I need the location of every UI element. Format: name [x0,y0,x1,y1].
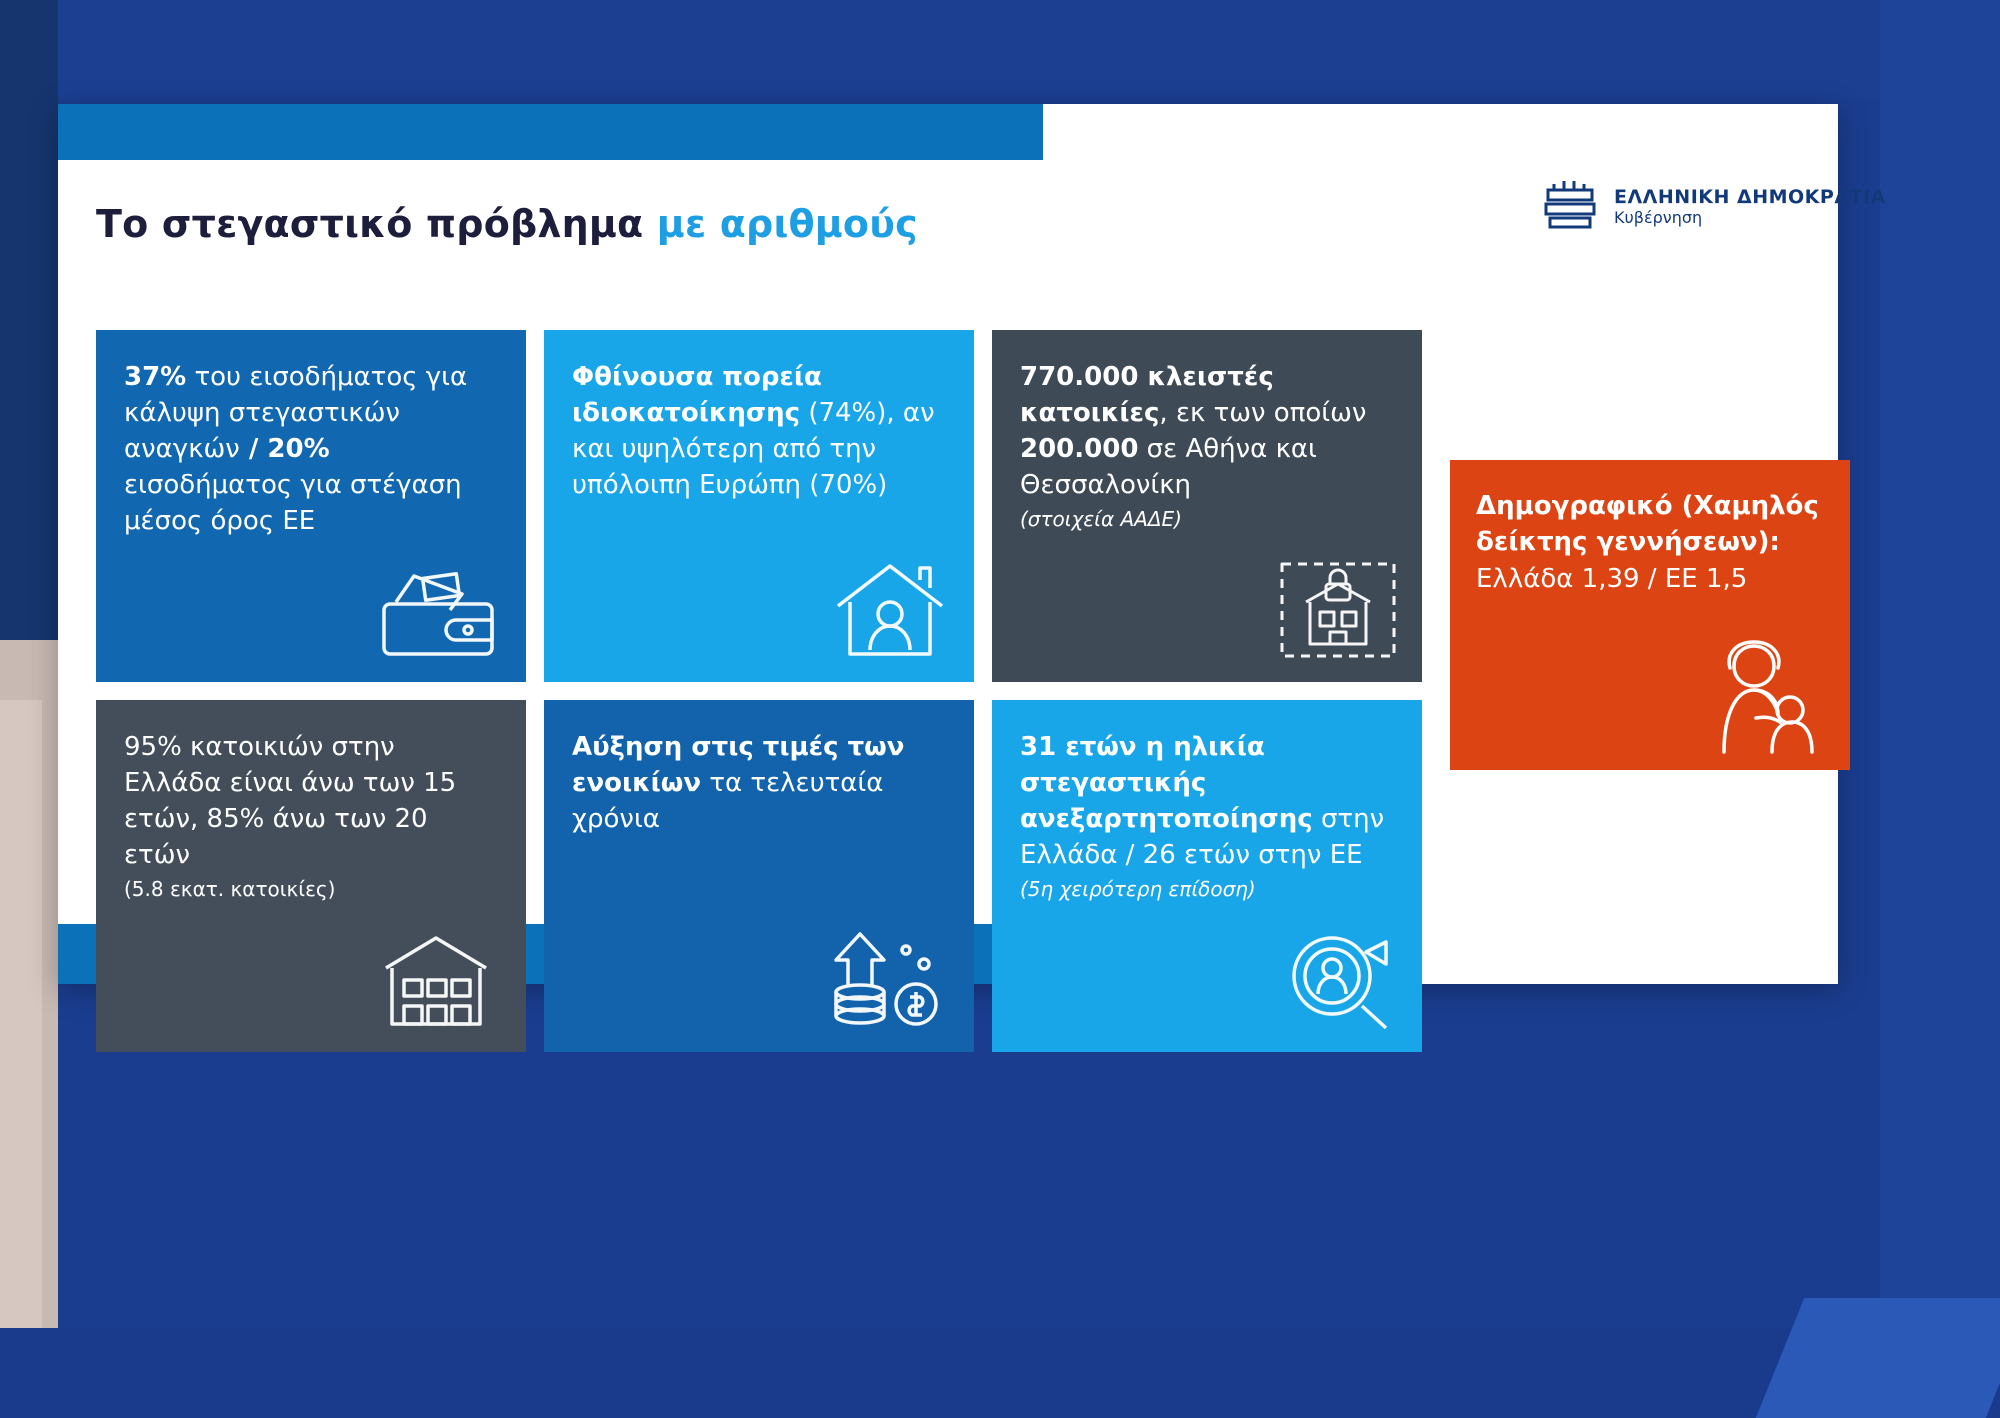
stat-card-demographics-text1: Ελλάδα 1,39 / ΕΕ 1,5 [1476,563,1748,594]
stat-card-independence-age-note: (5η χειρότερη επίδοση) [1020,876,1256,901]
rising-coins-icon [822,924,952,1036]
stat-card-independence-age [992,700,1422,1052]
stat-card-old-homes-text1: 95% κατοικιών στην Ελλάδα είναι άνω των 15 ετών, 85% άνω των 20 ετών [124,732,457,870]
background-top-band [0,0,2000,100]
house-person-icon [828,558,952,666]
page-title-accent: με αριθμούς [656,202,918,246]
stat-card-rent-prices-text1: τα τελευταία χρόνια [572,767,884,834]
stats-row-1 [96,330,1426,682]
stat-card-home-ownership-text1: (74%), αν και υψηλότερη από την υπόλοιπη Ευρώπη (70%) [572,397,935,500]
stat-card-demographics [1450,460,1850,770]
stat-card-independence-age-bold1: 31 ετών η ηλικία στεγαστικής ανεξαρτητοποίησης [1020,732,1313,834]
apartment-building-icon [368,928,504,1036]
page-title-main: Το στεγαστικό πρόβλημα [96,202,657,246]
stat-card-independence-age-text1: στην Ελλάδα / 26 ετών στην ΕΕ [1020,803,1385,870]
stat-card-old-homes [96,700,526,1052]
stat-card-income-share-text2: εισοδήματος για στέγαση μέσος όρος ΕΕ [124,469,462,536]
greek-government-emblem-icon [1540,176,1600,238]
stat-card-closed-homes-bold2: 200.000 [1020,433,1139,464]
stat-card-closed-homes [992,330,1422,682]
stat-card-income-share-bold1: 37% [124,362,187,392]
background-bottom-band [0,1328,2000,1418]
stat-card-closed-homes-note: (στοιχεία ΑΑΔΕ) [1020,506,1182,531]
mother-baby-icon [1694,640,1824,760]
logo-line-2: Κυβέρνηση [1614,207,1703,227]
page-title [96,202,918,246]
background-diagonal-accent [1756,1298,2000,1418]
locked-building-icon [1276,558,1400,666]
stat-card-demographics-bold1: Δημογραφικό (Χαμηλός δείκτης γεννήσεων): [1476,491,1819,558]
stat-card-income-share-bold2: / 20% [239,433,330,464]
stat-card-old-homes-note: (5.8 εκατ. κατοικίες) [124,876,336,901]
stat-card-closed-homes-bold1: 770.000 κλειστές κατοικίες [1020,362,1274,428]
stat-card-home-ownership [544,330,974,682]
stat-card-closed-homes-text2: σε Αθήνα και Θεσσαλονίκη [1020,433,1317,500]
magnifier-person-icon [1274,928,1400,1036]
logo-line-1: ΕΛΛΗΝΙΚΗ ΔΗΜΟΚΡΑΤΙΑ [1614,186,1886,208]
government-logo [1522,164,1886,250]
stat-card-rent-prices-bold1: Αύξηση στις τιμές των ενοικίων [572,732,905,798]
stat-card-income-share-text1: του εισοδήματος για κάλυψη στεγαστικών αναγκών [124,362,468,464]
stat-card-income-share [96,330,526,682]
stats-grid [96,330,1426,1070]
background-left-strip-inner [0,700,42,1418]
presentation-slide [58,104,1886,984]
background-right-band [1880,0,2000,1418]
wallet-money-icon [376,558,504,666]
stat-card-closed-homes-text1: , εκ των οποίων [1159,397,1367,428]
slide-top-bar [58,104,1043,160]
stat-card-rent-prices [544,700,974,1052]
stat-card-home-ownership-bold1: Φθίνουσα πορεία ιδιοκατοίκησης [572,362,822,428]
stats-row-2 [96,700,1426,1052]
